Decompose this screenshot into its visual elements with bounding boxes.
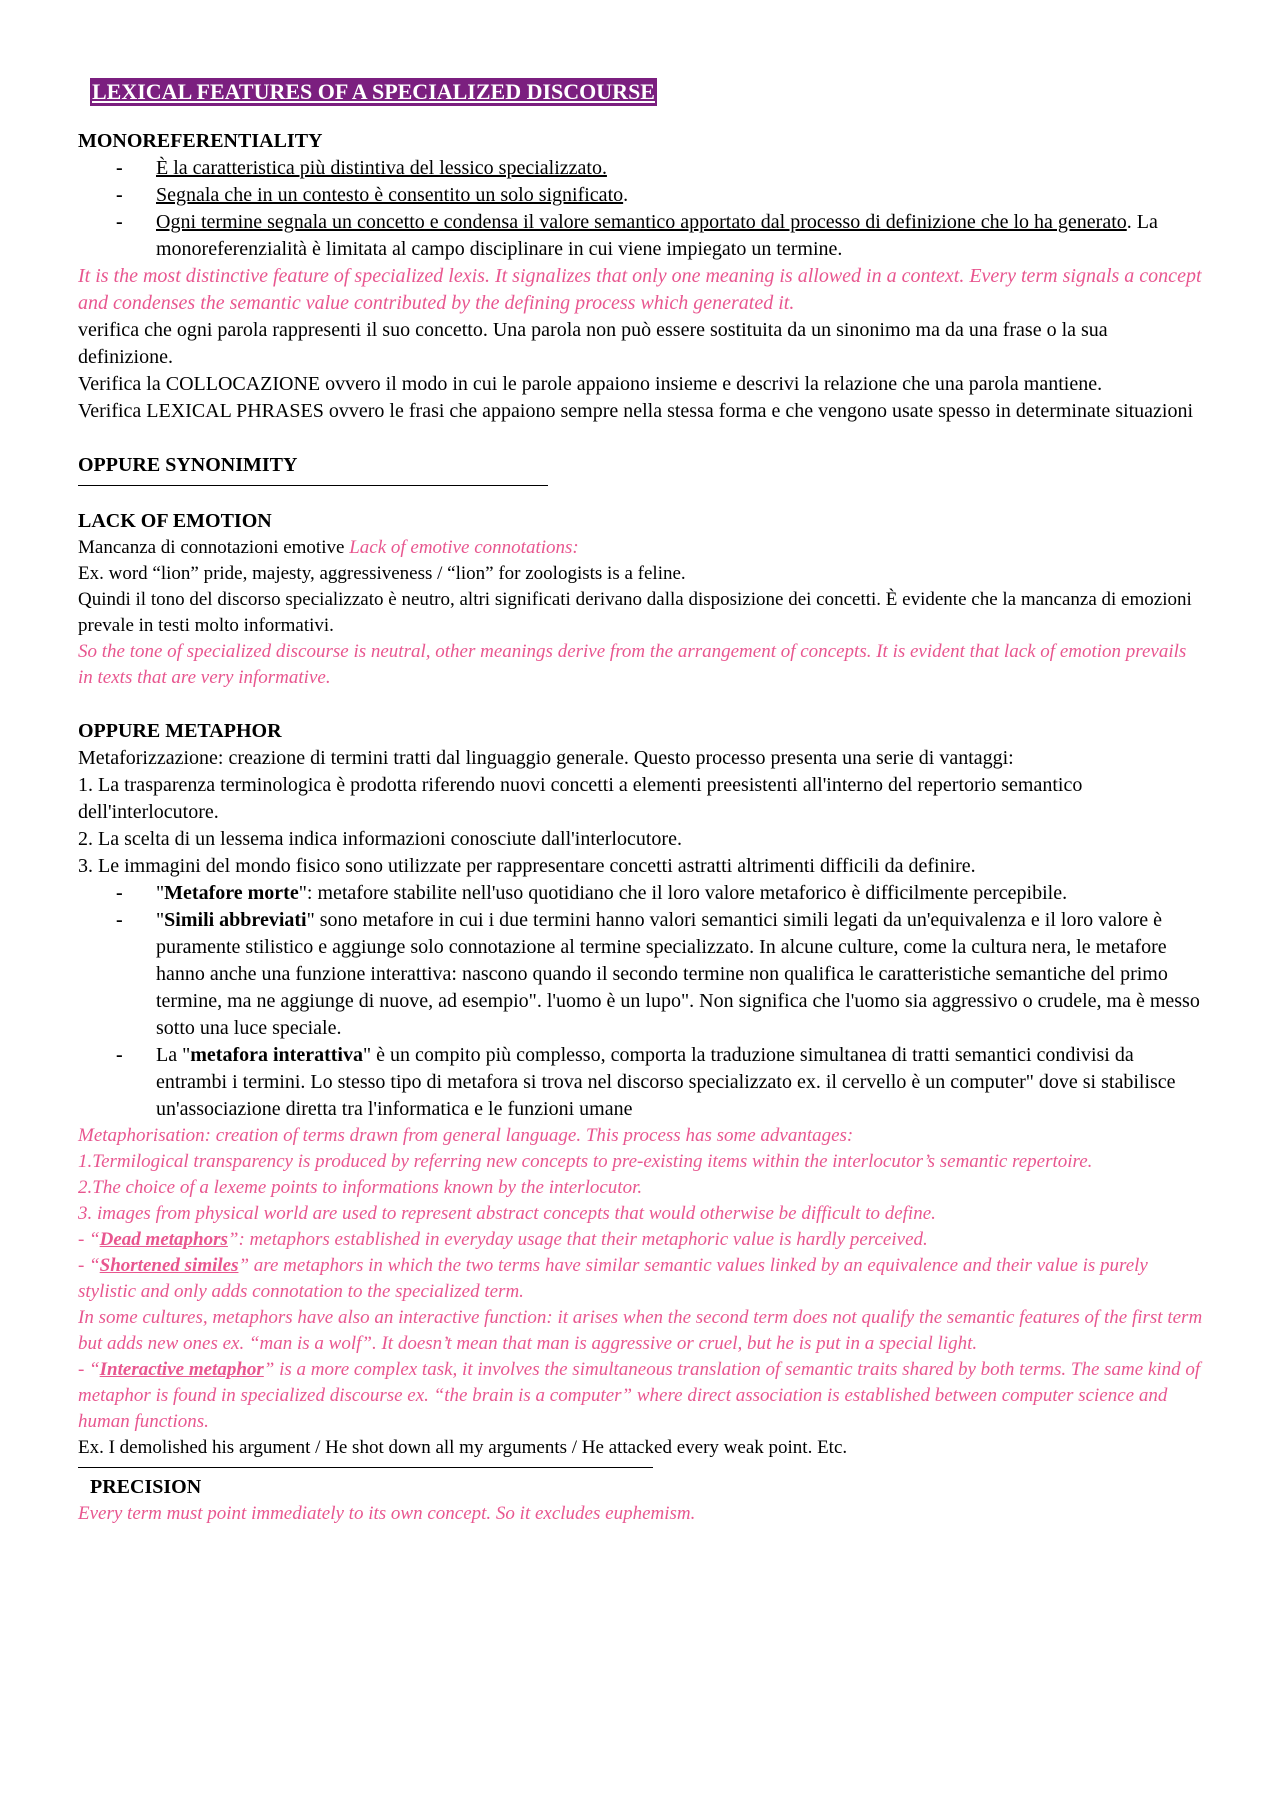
metaphor-en-dead: - “Dead metaphors”: metaphors established in everyday usage that their metaphoric value is hardly perceived. [78,1229,928,1250]
heading-metaphor: OPPURE METAPHOR [78,720,282,742]
metaphor-en-point-3: 3. images from physical world are used to represent abstract concepts that would otherwise be difficult to define. [78,1203,936,1224]
emotion-english-translation: So the tone of specialized discourse is neutral, other meanings derive from the arrangement of concepts. It is evident that lack of emotion prevails in texts that are very informative. [78,641,1187,688]
metaphor-en-interactive-function: In some cultures, metaphors have also an interactive function: it arises when the second term does not qualify the semantic features of the first term but adds new ones ex. “man is a wolf”. It doesn’t mean that man is aggressive or cruel, but he is put in a special light. [78,1307,1203,1354]
title-wrap [90,78,1203,106]
mono-bullet-2: - Segnala che in un contesto è consentito un solo significato. [116,184,629,206]
metaphor-bullet-interactive: - La "metafora interattiva" è un compito più complesso, comporta la traduzione simultanea di tratti semantici condivisi da entrambi i termini. Lo stesso tipo di metafora si trova nel discorso specializzato ex. il cervello è un computer" dove si stabilisce un'associazione diretta tra l'informatica e le funzioni umane [116,1044,1176,1120]
metaphor-en-point-2: 2.The choice of a lexeme points to informations known by the interlocutor. [78,1177,643,1198]
metaphor-bullet-dead: - "Metafore morte": metafore stabilite nell'uso quotidiano che il loro valore metaforico è difficilmente percepibile. [116,882,1068,904]
metaphor-en-point-1: 1.Termilogical transparency is produced by referring new concepts to pre-existing items within the interlocutor’s semantic repertoire. [78,1151,1093,1172]
divider-line [78,479,548,486]
heading-lack-of-emotion: LACK OF EMOTION [78,510,272,532]
metaphor-bullet-list [78,880,1203,1123]
mono-bullet-1: - È la caratteristica più distintiva del lessico specializzato. [116,157,607,179]
mono-english-translation: It is the most distinctive feature of specialized lexis. It signalizes that only one meaning is allowed in a context. Every term signals a concept and condenses the semantic value contributed by the defining process which generated it. [78,265,1202,314]
metaphor-point-3: 3. Le immagini del mondo fisico sono utilizzate per rappresentare concetti astratti altrimenti difficili da definire. [78,855,976,877]
metaphor-point-2: 2. La scelta di un lessema indica informazioni conosciute dall'interlocutore. [78,828,682,850]
metaphor-en-similes: - “Shortened similes” are metaphors in which the two terms have similar semantic values linked by an equivalence and their value is purely stylistic and only adds connotation to the specialized term. [78,1255,1148,1302]
divider-line-2 [78,1461,653,1468]
metaphor-en-intro: Metaphorisation: creation of terms drawn from general language. This process has some advantages: [78,1125,854,1146]
emotion-line-3: Quindi il tono del discorso specializzato è neutro, altri significati derivano dalla disposizione dei concetti. È evidente che la mancanza di emozioni prevale in testi molto informativi. [78,589,1192,636]
metaphor-english-block [78,1123,1203,1435]
heading-synonimity: OPPURE SYNONIMITY [78,454,298,476]
heading-monoreferentiality: MONOREFERENTIALITY [78,130,323,152]
heading-precision: PRECISION [90,1476,202,1498]
document-page [78,78,1203,1527]
mono-paragraph-3: Verifica LEXICAL PHRASES ovvero le frasi che appaiono sempre nella stessa forma e che vengono usate spesso in determinate situazioni [78,400,1194,422]
mono-paragraph-1: verifica che ogni parola rappresenti il suo concetto. Una parola non può essere sostituita da un sinonimo ma da una frase o la sua definizione. [78,319,1108,368]
metaphor-point-1: 1. La trasparenza terminologica è prodotta riferendo nuovi concetti a elementi preesistenti all'interno del repertorio semantico dell'interlocutore. [78,774,1083,823]
emotion-line-1: Mancanza di connotazioni emotive Lack of emotive connotations: [78,537,579,558]
metaphor-en-interactive: - “Interactive metaphor” is a more complex task, it involves the simultaneous translation of semantic traits shared by both terms. The same kind of metaphor is found in specialized discourse ex. “the brain is a computer” where direct association is established between computer science and human functions. [78,1359,1201,1432]
precision-english: Every term must point immediately to its own concept. So it excludes euphemism. [78,1503,696,1524]
emotion-line-2: Ex. word “lion” pride, majesty, aggressiveness / “lion” for zoologists is a feline. [78,563,686,584]
mono-paragraph-2: Verifica la COLLOCAZIONE ovvero il modo in cui le parole appaiono insieme e descrivi la relazione che una parola mantiene. [78,373,1103,395]
metaphor-example: Ex. I demolished his argument / He shot down all my arguments / He attacked every weak point. Etc. [78,1437,848,1458]
metaphor-bullet-similes: - "Simili abbreviati" sono metafore in cui i due termini hanno valori semantici simili legati da un'equivalenza e il loro valore è puramente stilistico e aggiunge solo connotazione al termine specializzato. In alcune culture, come la cultura nera, le metafore hanno anche una funzione interattiva: nascono quando il secondo termine non qualifica le caratteristiche semantiche del primo termine, ma ne aggiunge di nuove, ad esempio". l'uomo è un lupo". Non significa che l'uomo sia aggressivo o crudele, ma è messo sotto una luce speciale. [116,909,1200,1039]
document-title: LEXICAL FEATURES OF A SPECIALIZED DISCOURSE [92,79,655,104]
mono-bullet-list [78,155,1203,263]
mono-bullet-3: - Ogni termine segnala un concetto e condensa il valore semantico apportato dal processo di definizione che lo ha generato. La monoreferenzialità è limitata al campo disciplinare in cui viene impiegato un termine. [116,211,1158,260]
metaphor-intro: Metaforizzazione: creazione di termini tratti dal linguaggio generale. Questo processo presenta una serie di vantaggi: [78,747,1014,769]
